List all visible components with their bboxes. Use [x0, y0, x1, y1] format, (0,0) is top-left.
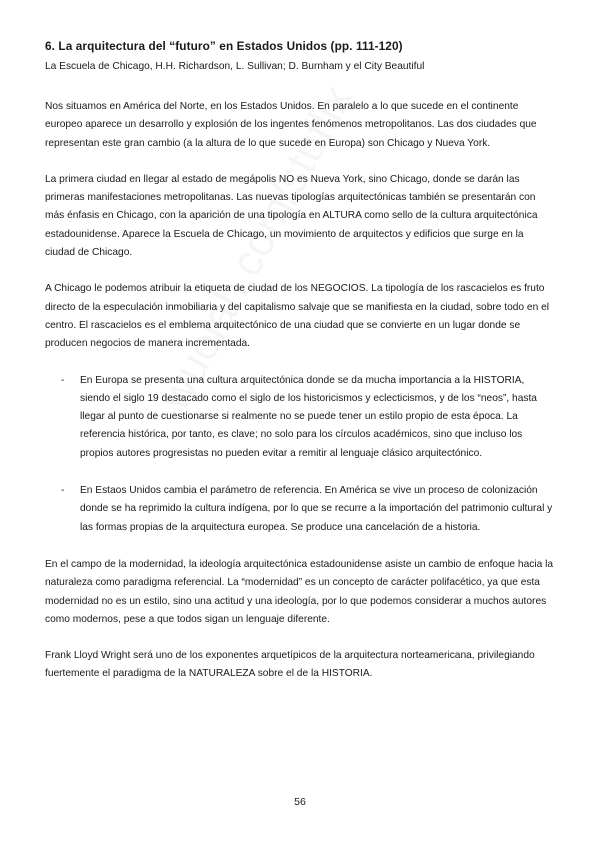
page-number: 56 — [294, 796, 306, 808]
paragraph-intro: Nos situamos en América del Norte, en los Estados Unidos. En paralelo a lo que sucede en el continente europeo aparece un desarrollo y explosión de los ingentes fenómenos metropolitanos. Las dos ciudades que representan este gran cambio (a la altura de lo que sucede en Europa) son Chicago y Nueva York. — [45, 101, 537, 149]
bullet-dash: - — [61, 485, 65, 497]
paragraph-wright: Frank Lloyd Wright será uno de los exponentes arquetípicos de la arquitectura norteamericana, privilegiando fuertemente el paradigma de la NATURALEZA sobre el de la HISTORIA. — [45, 650, 535, 680]
list-item — [45, 372, 555, 463]
bullet-dash: - — [61, 374, 65, 386]
paragraph-chicago-business: A Chicago le podemos atribuir la etiqueta de ciudad de los NEGOCIOS. La tipología de los rascacielos es fruto directo de la especulación inmobiliaria y del capitalismo salvaje que se manifiesta en la ciudad, sobre todo en el centro. El rascacielos es el emblema arquitectónico de una ciudad que se convierte en un lugar donde se producen negocios de manera incrementada. — [45, 283, 550, 350]
paragraph-modernity: En el campo de la modernidad, la ideología arquitectónica estadounidense asiste un cambio de enfoque hacia la naturaleza como paradigma referencial. La “modernidad” es un concepto de carácter polifacético, ya que esta modernidad no es un estilo, sino una actitud y una ideología, por lo que podemos considerar a muchos autores como modernos, pese a que todos sigan un lenguaje diferente. — [45, 558, 554, 625]
list-item-text: En Europa se presenta una cultura arquitectónica donde se da mucha importancia a la HISTORIA, siendo el siglo 19 destacado como el siglo de los historicismos y eclecticismos, y de los “neos”, hasta llegar al punto de cuestionarse si realmente no se puede tener un estilo propio de esta época. La referencia histórica, por tanto, es clave; no solo para los círculos académicos, sino que incluso los propios autores progresistas no pueden evitar a remitir al lenguaje clásico arquitectónico. — [80, 374, 537, 459]
document-page — [45, 38, 555, 702]
bullet-list — [45, 372, 555, 537]
list-item — [45, 482, 555, 537]
paragraph-chicago-megalopolis: La primera ciudad en llegar al estado de megápolis NO es Nueva York, sino Chicago, donde se darán las primeras manifestaciones metropolitanas. Las nuevas tipologías arquitectónicas también se presentarán con más énfasis en Chicago, con la aparición de una tipología en ALTURA como sello de la cultura arquitectónica estadounidense. Aparece la Escuela de Chicago, un movimiento de arquitectos y edificios que surge en la ciudad de Chicago. — [45, 173, 538, 259]
section-heading: 6. La arquitectura del “futuro” en Estados Unidos (pp. 111-120) — [45, 39, 403, 53]
list-item-text: En Estaos Unidos cambia el parámetro de referencia. En América se vive un proceso de colonización donde se ha reprimido la cultura indígena, por lo que se recurre a la importación del patrimonio cultural y las formas propias de la arquitectura europea. Se produce una cancelación de a historia. — [80, 485, 553, 533]
section-subtitle: La Escuela de Chicago, H.H. Richardson, L. Sullivan; D. Burnham y el City Beautiful — [45, 61, 425, 72]
